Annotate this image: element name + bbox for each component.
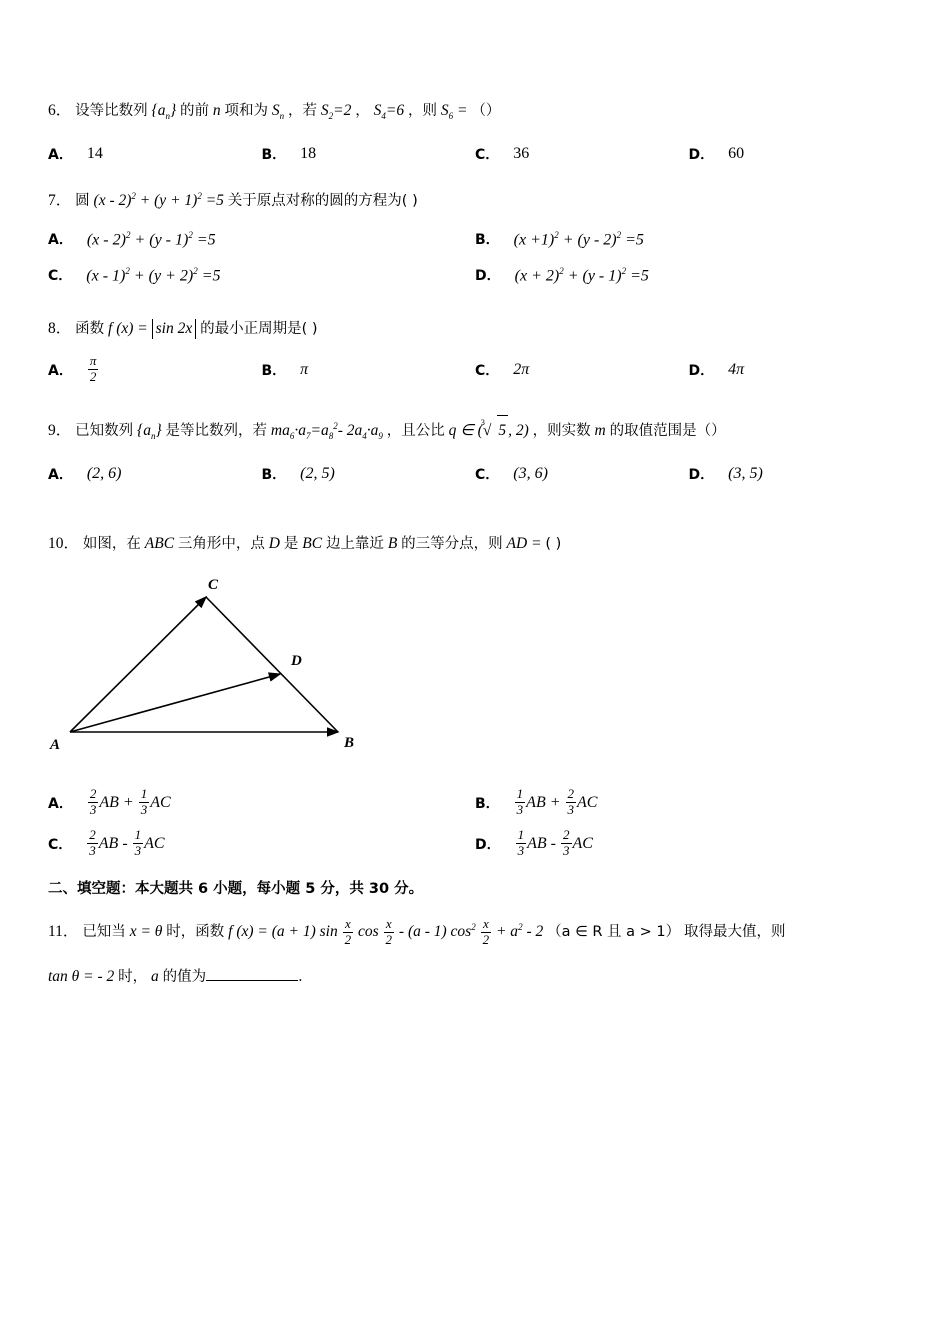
question-6-stem-mid: 的前	[180, 103, 210, 119]
question-9-stem-post2: 的取值范围是（）	[609, 423, 726, 440]
option-label: A．	[48, 795, 73, 812]
question-9-option-d[interactable]	[689, 461, 903, 487]
question-9-stem-pre: 已知数列	[75, 423, 134, 440]
question-11-post: 取得最大值，则	[684, 924, 786, 941]
question-7-stem-post: 关于原点对称的圆的方程为	[227, 193, 402, 210]
option-text: 18	[300, 145, 317, 163]
question-8-paren: ( )	[301, 321, 318, 338]
fraction-x-over-2-b: $\frac{x}{2}$	[385, 916, 393, 948]
question-10-option-c[interactable]	[48, 828, 475, 859]
option-fraction	[88, 354, 99, 385]
operator: -	[122, 834, 128, 852]
label-d: D	[291, 653, 302, 670]
segment-cb	[206, 597, 338, 732]
question-8-stem-post: 的最小正周期是	[200, 321, 302, 338]
question-11-condition: （a ∈ R 且 a > 1）	[547, 924, 681, 941]
option-label: C．	[475, 467, 500, 484]
question-11-line2-mid: 时，	[118, 969, 148, 986]
option-equation: (x - 2)$^2$ + (y - 1)$^2$ =5	[86, 229, 216, 248]
question-11-line2	[48, 962, 902, 992]
question-7-circle-equation: $(x - 2)^2 + (y + 1)^2 =5$	[93, 191, 224, 210]
option-text: 4π	[728, 360, 745, 378]
vector-2: AC	[577, 793, 598, 811]
triangle-figure	[48, 577, 902, 777]
question-6-option-d[interactable]	[689, 141, 903, 167]
question-6-equals: =	[456, 102, 468, 119]
question-11-line2-end: ．	[298, 969, 313, 986]
option-label: A．	[48, 147, 73, 164]
question-7-number: 7．	[48, 192, 72, 210]
option-equation: $(x - 1)^2 + (y + 2)^2 =5$	[86, 265, 221, 284]
question-10-paren: ( )	[545, 536, 562, 553]
segment-ad	[70, 674, 280, 732]
option-fraction-2	[133, 828, 144, 859]
option-text: (3, 6)	[513, 465, 548, 483]
option-label: D．	[688, 362, 715, 379]
option-label: A．	[48, 467, 73, 484]
question-10-option-b[interactable]	[475, 787, 902, 818]
question-11-x-equals: x = θ	[129, 923, 163, 941]
question-8-option-a[interactable]	[48, 354, 262, 385]
question-6-comma3: ，则	[407, 103, 437, 119]
question-10	[48, 529, 902, 859]
question-9-stem-mid: 是等比数列，若	[165, 423, 268, 440]
question-10-stem-mid4: 的三等分点，则	[401, 536, 503, 553]
question-6-stem-pre: 设等比数列	[75, 103, 148, 119]
question-6	[48, 96, 902, 167]
question-11-function: f (x) = (a + 1) sin $\frac{x}{2}$ cos $\frac{x}{2}$ - (a - 1) $\cos^2$ $\frac{x}{2}$ + $a^2 - 2$	[228, 916, 544, 948]
question-9-m: m	[594, 422, 606, 440]
question-9-sequence: $\{a_n\}$	[137, 422, 162, 442]
question-11-a: a	[151, 968, 159, 986]
fraction-denominator: 3	[89, 802, 97, 818]
question-9-option-a[interactable]	[48, 461, 262, 487]
cube-root: 3 √ 5	[483, 415, 508, 446]
question-6-s6: $S_6$	[440, 102, 454, 122]
question-11-stem	[48, 912, 902, 948]
question-8-function: f (x) = sin 2x	[108, 320, 200, 337]
option-text: 60	[728, 145, 745, 163]
question-7-paren: ( )	[401, 193, 418, 210]
question-10-triangle: ABC	[144, 535, 175, 553]
question-6-option-a[interactable]	[48, 141, 262, 167]
question-9-ratio-range: q ∈ ( 3 √ 5 , 2)	[449, 422, 533, 439]
fraction-numerator: π	[89, 353, 97, 369]
question-6-paren: （）	[471, 103, 501, 119]
question-9-number: 9．	[48, 422, 72, 440]
option-label: C．	[475, 362, 500, 379]
option-label: D．	[688, 147, 715, 164]
question-9	[48, 411, 902, 487]
option-equation: $(x + 2)^2 + (y - 1)^2 =5$	[514, 265, 649, 284]
fraction-denominator: 3	[516, 802, 524, 818]
option-label: A．	[48, 362, 73, 379]
question-10-point-d: D	[268, 535, 280, 553]
question-10-side-bc: BC	[302, 535, 323, 553]
question-6-option-b[interactable]	[262, 141, 476, 167]
vector-1: AB	[526, 793, 546, 811]
question-11-line2-post: 的值为	[162, 969, 207, 986]
option-fraction-1	[516, 828, 527, 859]
option-fraction-1	[88, 787, 99, 818]
label-c: C	[208, 577, 219, 594]
question-11-tan-theta: tan θ = - 2	[48, 968, 115, 986]
question-9-stem-mid2: ，且公比	[386, 423, 445, 440]
fraction-numerator: 1	[140, 786, 148, 802]
question-7-options-row2	[48, 262, 902, 288]
fraction-x-over-2-a: $\frac{x}{2}$	[344, 916, 352, 948]
question-6-comma2: ，	[355, 103, 370, 119]
question-10-option-d[interactable]	[475, 828, 902, 859]
question-7-option-c[interactable]	[48, 262, 475, 288]
question-11-pre: 已知当	[82, 924, 126, 941]
question-7-options-row1	[48, 226, 902, 252]
fraction-x-over-2-c: $\frac{x}{2}$	[482, 916, 490, 948]
vector-2: AC	[150, 793, 171, 811]
option-label: D．	[688, 467, 715, 484]
question-10-stem-mid: 三角形中，点	[177, 536, 265, 553]
option-label: D．	[475, 836, 501, 853]
operator: +	[122, 793, 134, 811]
option-text: (3, 5)	[728, 465, 763, 483]
question-8-number: 8．	[48, 320, 72, 338]
question-9-option-b[interactable]	[262, 461, 476, 487]
question-9-option-c[interactable]	[475, 461, 689, 487]
operator: +	[549, 793, 561, 811]
question-10-number: 10．	[48, 535, 80, 553]
option-label: B．	[261, 467, 287, 484]
option-fraction-1	[515, 787, 526, 818]
question-9-options	[48, 461, 902, 487]
option-fraction-1	[87, 828, 98, 859]
question-10-stem-mid3: 边上靠近	[325, 536, 384, 553]
question-8	[48, 314, 902, 385]
question-6-stem-mid2: 项和为	[224, 103, 269, 119]
question-10-stem-mid2: 是	[283, 536, 299, 553]
question-10-point-b: B	[387, 535, 398, 553]
option-label: A．	[48, 232, 73, 249]
option-text: π	[300, 360, 309, 378]
fraction-numerator: 1	[516, 786, 524, 802]
fraction-numerator: 2	[567, 786, 575, 802]
question-6-s4: $S_4=6$	[373, 102, 405, 122]
fraction-numerator: 1	[134, 827, 142, 843]
question-10-stem	[48, 529, 902, 559]
vector-2: AC	[572, 834, 593, 852]
option-label: B．	[475, 232, 500, 249]
option-label: C．	[48, 836, 73, 853]
question-7-stem	[48, 181, 902, 216]
question-10-options-row1	[48, 787, 902, 818]
question-6-s2: $S_2=2$	[320, 102, 352, 122]
fraction-denominator: 3	[89, 843, 96, 859]
question-11-number: 11．	[48, 923, 79, 941]
question-8-option-d[interactable]	[689, 354, 903, 385]
question-9-stem	[48, 411, 902, 451]
question-10-vector-ad: AD =	[506, 535, 542, 553]
segment-ac	[70, 597, 206, 732]
question-7-option-d[interactable]	[475, 262, 902, 288]
fraction-denominator: 3	[563, 843, 570, 859]
fraction-denominator: 2	[89, 369, 97, 385]
section-2-heading: 二、填空题：本大题共 6 小题，每小题 5 分，共 30 分。	[48, 881, 424, 898]
fraction-numerator: 2	[563, 827, 570, 843]
fraction-denominator: 3	[134, 843, 142, 859]
vector-1: AB	[99, 793, 119, 811]
question-8-options	[48, 354, 902, 385]
label-a: A	[50, 737, 61, 754]
option-label: B．	[261, 147, 287, 164]
option-label: D．	[475, 268, 501, 285]
question-10-options-row2	[48, 828, 902, 859]
question-7	[48, 181, 902, 288]
question-6-option-c[interactable]	[475, 141, 689, 167]
option-fraction-2	[566, 787, 577, 818]
question-6-sequence: $\{a_n\}$	[151, 102, 177, 122]
question-8-stem-pre: 函数	[75, 321, 105, 338]
question-11-mid: 时，函数	[166, 924, 225, 941]
absolute-value: sin 2x	[152, 319, 197, 338]
vector-2: AC	[144, 834, 165, 852]
question-6-comma: ，若	[288, 103, 318, 119]
question-6-options	[48, 141, 902, 167]
question-9-stem-post: ，则实数	[532, 423, 591, 440]
page-content	[48, 96, 902, 996]
option-text: (2, 5)	[300, 465, 335, 483]
option-text: 14	[86, 145, 103, 163]
option-fraction-2	[139, 787, 150, 818]
fraction-denominator: 3	[567, 802, 575, 818]
question-7-option-b[interactable]	[475, 226, 902, 252]
question-8-option-b[interactable]	[262, 354, 476, 385]
operator: -	[550, 834, 556, 852]
answer-blank[interactable]	[206, 966, 298, 981]
fraction-numerator: 2	[89, 786, 97, 802]
question-8-option-c[interactable]	[475, 354, 689, 385]
question-8-stem	[48, 314, 902, 344]
fraction-denominator: 3	[140, 802, 148, 818]
option-label: B．	[261, 362, 287, 379]
question-6-sn: $S_n$	[271, 102, 285, 122]
fraction-numerator: 2	[89, 827, 96, 843]
question-6-number: 6．	[48, 102, 72, 119]
question-6-stem	[48, 96, 902, 131]
fraction-numerator: 1	[517, 827, 525, 843]
option-text: 36	[513, 145, 530, 163]
triangle-diagram-svg	[48, 577, 408, 777]
option-equation: $(x +1)^2 + (y - 2)^2 =5$	[513, 229, 644, 248]
label-b: B	[344, 735, 355, 752]
option-label: B．	[475, 795, 500, 812]
option-text: 2π	[513, 360, 530, 378]
question-7-option-a[interactable]	[48, 226, 475, 252]
option-label: C．	[475, 147, 500, 164]
option-text: (2, 6)	[86, 465, 122, 483]
option-fraction-2	[561, 828, 572, 859]
question-10-option-a[interactable]	[48, 787, 475, 818]
question-7-stem-pre: 圆	[75, 193, 90, 210]
question-11	[48, 912, 902, 992]
fraction-denominator: 3	[517, 843, 525, 859]
vector-1: AB	[98, 834, 119, 852]
question-9-expression: $ma_6\cdot a_7=a_8^2-$ $2a_4\cdot a_9$	[270, 421, 383, 442]
question-10-stem-pre: 如图，在	[82, 536, 141, 553]
question-6-n: n	[212, 102, 221, 119]
vector-1: AB	[527, 834, 547, 852]
option-label: C．	[48, 268, 73, 285]
